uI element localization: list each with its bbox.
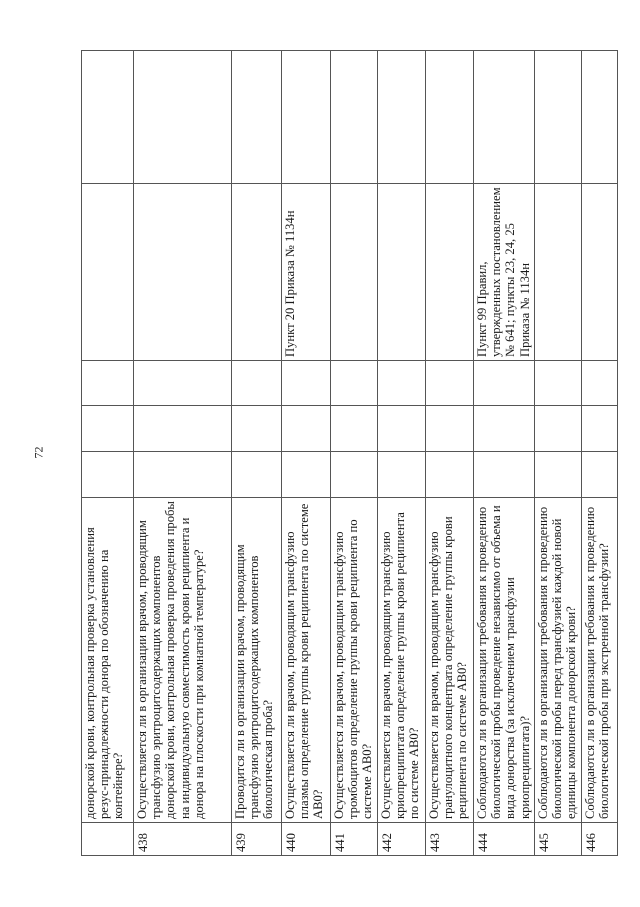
table-row: [232, 51, 282, 856]
row-reference: Пункт 20 Приказа № 1134н: [282, 184, 331, 361]
row-number: 444: [474, 823, 535, 856]
answer-yes-cell: [282, 452, 331, 498]
note-cell: [282, 51, 331, 184]
row-question: Проводится ли в организации врачом, проводящим трансфузию эритроцитсодержащих компонентов биологическая проба?: [232, 498, 282, 823]
note-cell: [426, 51, 474, 184]
table-row: [535, 51, 582, 856]
table-row: [82, 51, 134, 856]
answer-na-cell: [82, 361, 134, 406]
answer-na-cell: [378, 361, 426, 406]
answer-no-cell: [82, 406, 134, 452]
row-number: 441: [331, 823, 378, 856]
note-cell: [474, 51, 535, 184]
row-question: Соблюдаются ли в организации требования к проведению биологической пробы проведение независимо от объема и вида донорства (за исключением трансфузии криопреципитата)?: [474, 498, 535, 823]
table-row: [378, 51, 426, 856]
row-reference: [331, 184, 378, 361]
row-question: Соблюдаются ли в организации требования к проведению биологической пробы при экстренной трансфузии?: [582, 498, 618, 823]
row-reference: [378, 184, 426, 361]
answer-na-cell: [282, 361, 331, 406]
answer-no-cell: [582, 406, 618, 452]
row-number: 443: [426, 823, 474, 856]
answer-no-cell: [331, 406, 378, 452]
row-number: 445: [535, 823, 582, 856]
answer-no-cell: [282, 406, 331, 452]
answer-no-cell: [134, 406, 232, 452]
answer-yes-cell: [582, 452, 618, 498]
row-question: донорской крови, контрольная проверка установления резус-принадлежности донора по обозначению на контейнере?: [82, 498, 134, 823]
note-cell: [582, 51, 618, 184]
page-number: 72: [31, 446, 46, 459]
answer-no-cell: [378, 406, 426, 452]
row-question: Соблюдаются ли в организации требования к проведению биологической пробы перед трансфузией каждой новой единицы компонента донорской крови?: [535, 498, 582, 823]
answer-na-cell: [535, 361, 582, 406]
answer-yes-cell: [426, 452, 474, 498]
answer-no-cell: [535, 406, 582, 452]
answer-yes-cell: [232, 452, 282, 498]
row-number: 440: [282, 823, 331, 856]
row-reference: [426, 184, 474, 361]
answer-yes-cell: [331, 452, 378, 498]
row-question: Осуществляется ли в организации врачом, проводящим трансфузию эритроцитсодержащих компонентов донорской крови, контрольная проверка проведения пробы на индивидуальную совместимость крови реципиента и донора на плоскости при комнатной температуре?: [134, 498, 232, 823]
note-cell: [378, 51, 426, 184]
answer-na-cell: [474, 361, 535, 406]
row-number: 438: [134, 823, 232, 856]
table-row: [426, 51, 474, 856]
row-number: 442: [378, 823, 426, 856]
answer-yes-cell: [82, 452, 134, 498]
row-reference: Пункт 99 Правил, утвержденных постановлением № 641; пункты 23, 24, 25 Приказа № 1134н: [474, 184, 535, 361]
table-row: [134, 51, 232, 856]
table-row: [282, 51, 331, 856]
row-question: Осуществляется ли врачом, проводящим трансфузию плазмы определение группы крови реципиента по системе АВ0?: [282, 498, 331, 823]
note-cell: [331, 51, 378, 184]
answer-no-cell: [474, 406, 535, 452]
answer-no-cell: [232, 406, 282, 452]
row-reference: [232, 184, 282, 361]
answer-na-cell: [582, 361, 618, 406]
answer-yes-cell: [134, 452, 232, 498]
row-reference: [535, 184, 582, 361]
note-cell: [535, 51, 582, 184]
row-question: Осуществляется ли врачом, проводящим трансфузию криопреципитата определение группы крови реципиента по системе АВ0?: [378, 498, 426, 823]
row-reference: [82, 184, 134, 361]
answer-yes-cell: [474, 452, 535, 498]
table-row: [331, 51, 378, 856]
answer-yes-cell: [378, 452, 426, 498]
table-row: [474, 51, 535, 856]
answer-no-cell: [426, 406, 474, 452]
answer-na-cell: [232, 361, 282, 406]
row-reference: [582, 184, 618, 361]
note-cell: [82, 51, 134, 184]
note-cell: [134, 51, 232, 184]
row-question: Осуществляется ли врачом, проводящим трансфузию тромбоцитов определение группы крови реципиента по системе АВ0?: [331, 498, 378, 823]
rotated-page: [81, 51, 612, 856]
row-number: 439: [232, 823, 282, 856]
answer-yes-cell: [535, 452, 582, 498]
row-question: Осуществляется ли врачом, проводящим трансфузию гранулоцитного концентрата определение группы крови реципиента по системе АВ0?: [426, 498, 474, 823]
answer-na-cell: [426, 361, 474, 406]
table-row: [582, 51, 618, 856]
note-cell: [232, 51, 282, 184]
row-reference: [134, 184, 232, 361]
answer-na-cell: [134, 361, 232, 406]
answer-na-cell: [331, 361, 378, 406]
row-number: [82, 823, 134, 856]
checklist-table: [81, 50, 618, 856]
row-number: 446: [582, 823, 618, 856]
